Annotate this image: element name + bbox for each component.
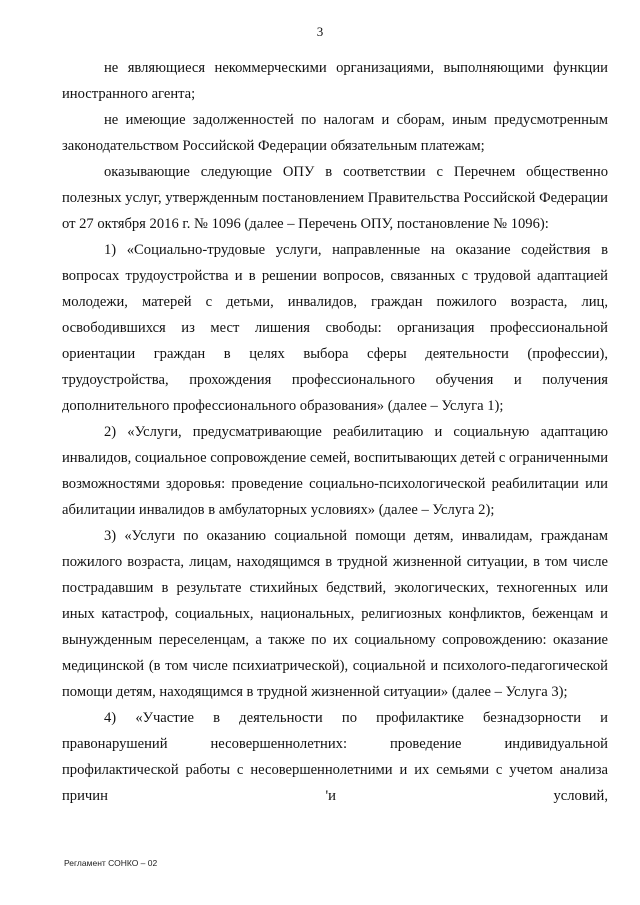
paragraph-not-foreign-agent: не являющиеся некоммерческими организациями, выполняющими функции иностранного агента; xyxy=(62,60,608,102)
paragraph-service-4: 4) «Участие в деятельности по профилактике безнадзорности и правонарушений несовершеннолетних: проведение индивидуальной профилактической работы с несовершеннолетними и их семьями с учетом анализа причин 'и условий, xyxy=(62,710,608,804)
paragraph-no-tax-debts: не имеющие задолженностей по налогам и сборам, иным предусмотренным законодательством Российской Федерации обязательным платежам; xyxy=(62,112,608,154)
page-number: 3 xyxy=(316,24,324,39)
paragraph-providing-services: оказывающие следующие ОПУ в соответствии с Перечнем общественно полезных услуг, утвержденным постановлением Правительства Российской Федерации от 27 октября 2016 г. № 1096 (далее – Перечень ОПУ, постановление № 1096): xyxy=(62,164,608,232)
footer-regulation-code: Регламент СОНКО – 02 xyxy=(64,858,158,868)
paragraph-service-1: 1) «Социально-трудовые услуги, направленные на оказание содействия в вопросах трудоустройства и в решении вопросов, связанных с трудовой адаптацией молодежи, матерей с детьми, инвалидов, граждан пожилого возраста, лиц, освободившихся из мест лишения свободы: организация профессиональной ориентации граждан в целях выбора сферы деятельности (профессии), трудоустройства, прохождения профессионального обучения и получения дополнительного профессионального образования» (далее – Услуга 1); xyxy=(62,242,608,414)
paragraph-service-3: 3) «Услуги по оказанию социальной помощи детям, инвалидам, гражданам пожилого возраста, лицам, находящимся в трудной жизненной ситуации, в том числе пострадавшим в результате стихийных бедствий, экологических, техногенных или иных катастроф, социальных, национальных, религиозных конфликтов, беженцам и вынужденным переселенцам, а также по их социальному сопровождению: оказание медицинской (в том числе психиатрической), социальной и психолого-педагогической помощи детям, находящимся в трудной жизненной ситуации» (далее – Услуга 3); xyxy=(62,528,608,700)
paragraph-service-2: 2) «Услуги, предусматривающие реабилитацию и социальную адаптацию инвалидов, социальное сопровождение семей, воспитывающих детей с ограниченными возможностями здоровья: проведение социально-психологической реабилитации или абилитации инвалидов в амбулаторных условиях» (далее – Услуга 2); xyxy=(62,424,608,518)
document-body xyxy=(62,55,608,809)
